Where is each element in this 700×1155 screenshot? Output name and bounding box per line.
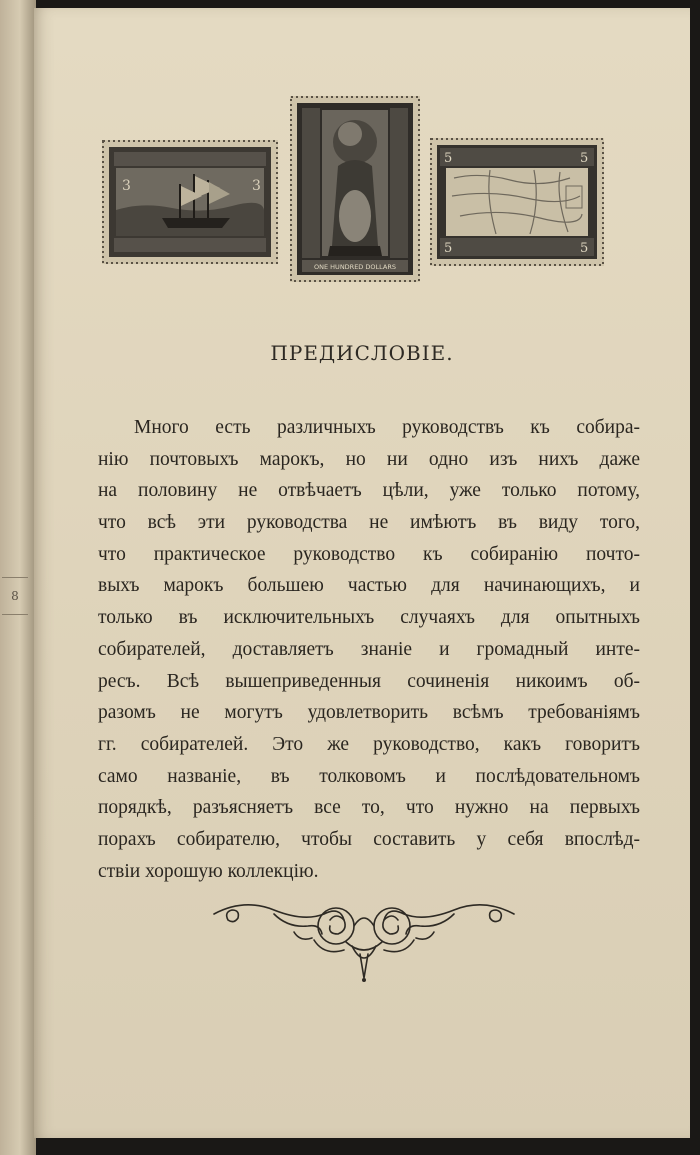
map-stamp-image bbox=[430, 138, 604, 266]
map-stamp-denomination: 5 bbox=[444, 151, 453, 166]
previous-page-edge bbox=[0, 0, 36, 1155]
ship-stamp-denomination: 3 bbox=[122, 178, 131, 194]
ornamental-flourish bbox=[204, 884, 524, 984]
paragraph-line: порядкѣ, разъясняетъ все то, что нужно на первыхъ bbox=[98, 797, 640, 819]
paragraph-line: разомъ не могутъ удовлетворить всѣмъ требованіямъ bbox=[98, 702, 640, 724]
allegory-stamp-caption: ONE HUNDRED DOLLARS bbox=[314, 263, 396, 271]
paragraph-line: что практическое руководство къ собиранію почто- bbox=[98, 543, 640, 565]
paragraph-line: нію почтовыхъ марокъ, но ни одно изъ нихъ даже bbox=[98, 448, 640, 470]
paragraph-line: собирателей, доставляетъ знаніе и громадный инте- bbox=[98, 638, 640, 660]
allegory-stamp-image bbox=[290, 96, 420, 282]
paragraph-line: ствіи хорошую коллекцію. bbox=[98, 860, 319, 882]
paragraph-line: само названіе, въ толковомъ и послѣдовательномъ bbox=[98, 765, 640, 787]
stamp-illustrations bbox=[34, 8, 690, 308]
svg-text:3: 3 bbox=[252, 178, 261, 194]
paragraph-line: порахъ собирателю, чтобы составить у себя впослѣд- bbox=[98, 828, 640, 850]
paragraph-line: на половину не отвѣчаетъ цѣли, уже только потому, bbox=[98, 480, 640, 502]
paragraph-line: только въ исключительныхъ случаяхъ для опытныхъ bbox=[98, 607, 640, 629]
svg-text:5: 5 bbox=[580, 151, 589, 166]
preface-paragraph bbox=[98, 412, 640, 887]
page-title: ПРЕДИСЛОВІЕ. bbox=[270, 341, 454, 365]
ship-stamp-image bbox=[102, 140, 278, 264]
svg-text:5: 5 bbox=[580, 241, 589, 256]
paragraph-line: Много есть различныхъ руководствъ къ собира- bbox=[134, 417, 640, 438]
paragraph-line: гг. собирателей. Это же руководство, какъ говоритъ bbox=[98, 733, 640, 755]
paragraph-line: что всѣ эти руководства не имѣютъ въ виду того, bbox=[98, 512, 640, 534]
paragraph-line: ресъ. Всѣ вышеприведенныя сочиненія никоимъ об- bbox=[98, 670, 640, 692]
page-edge-number: 8 bbox=[2, 577, 28, 615]
paragraph-line: выхъ марокъ большею частью для начинающихъ, и bbox=[98, 575, 640, 597]
svg-text:5: 5 bbox=[444, 241, 453, 256]
book-page bbox=[34, 8, 690, 1138]
